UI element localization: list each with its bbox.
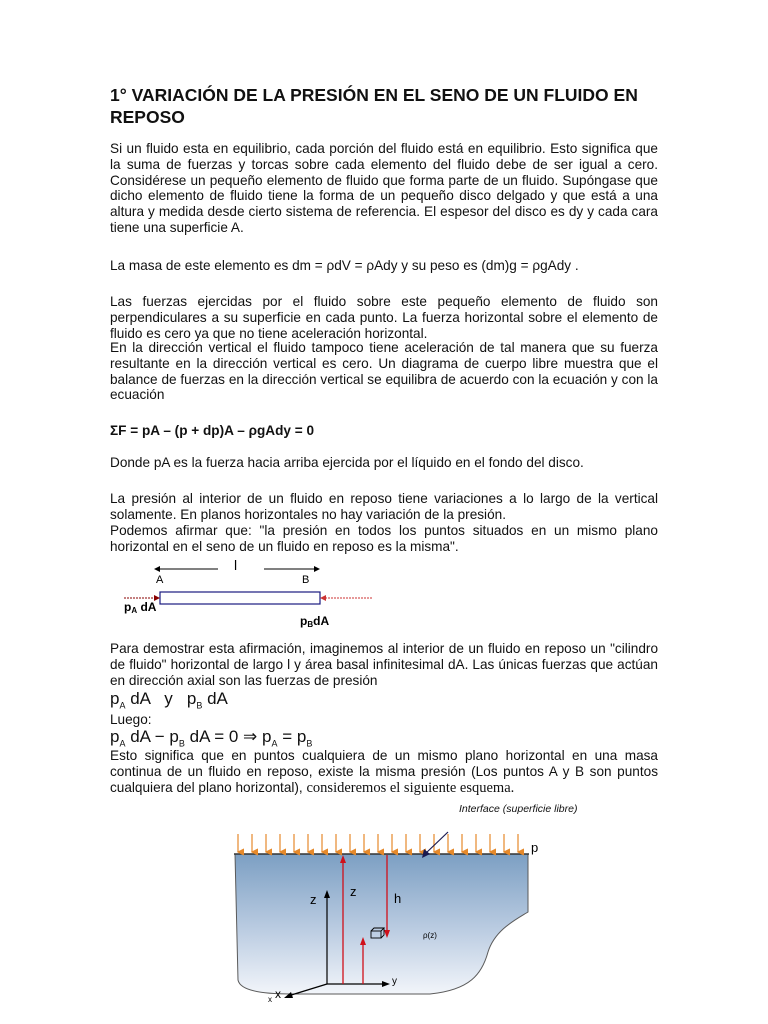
section-heading: 1° VARIACIÓN DE LA PRESIÓN EN EL SENO DE UN FLUIDO EN REPOSO xyxy=(110,85,638,127)
paragraph-pressure-variation: La presión al interior de un fluido en reposo tiene variaciones a lo largo de la vertical solamente. En planos horizontales no hay variación de la presión. xyxy=(110,491,658,522)
length-arrowhead-right xyxy=(314,566,320,572)
paragraph-forces: Las fuerzas ejercidas por el fluido sobre este pequeño elemento de fluido son perpendiculares a su superficie en cada punto. La fuerza horizontal sobre el elemento de fluido es cero ya que no tiene aceleración horizontal. xyxy=(110,294,658,341)
force-a-label: pA dA xyxy=(124,600,157,615)
depth-label: h xyxy=(394,891,402,906)
length-label: l xyxy=(234,557,238,573)
paragraph-pa: Donde pA es la fuerza hacia arriba ejercida por el líquido en el fondo del disco. xyxy=(110,455,584,470)
surface-height-label: z xyxy=(350,884,357,899)
force-b-label: pBdA xyxy=(300,614,330,629)
point-b-label: B xyxy=(302,574,310,586)
interface-pointer xyxy=(425,832,448,854)
length-arrowhead-left xyxy=(154,566,160,572)
equation-pressure-balance: $p_A$ dA − $p_B$ dA = 0 ⇒ $p_A = p_B$ xyxy=(110,727,313,749)
interface-caption: Interface (superficie libre) xyxy=(459,803,578,815)
x-axis-label: x xyxy=(275,987,281,1001)
y-axis-label: y xyxy=(392,976,397,987)
fluid-body xyxy=(235,854,528,994)
surface-pressure-arrows xyxy=(238,834,518,852)
tank-figure xyxy=(220,812,560,1012)
paragraph-vertical: En la dirección vertical el fluido tampoco tiene aceleración de tal manera que su fuerza resultante en la dirección vertical es cero. Un diagrama de cuerpo libre muestra que el balance de fuerzas en la dirección vertical se equilibra de acuerdo con la ecuación y con la ecuación xyxy=(110,340,658,403)
z-axis-label: z xyxy=(310,892,317,907)
paragraph-demonstration: Para demostrar esta afirmación, imaginemos al interior de un fluido en reposo un "cilindro de fluido" horizontal de largo l y área basal infinitesimal dA. Las únicas fuerzas que actúan en dirección axial son las fuerzas de presión xyxy=(110,641,658,688)
point-a-label: A xyxy=(156,574,164,586)
force-b-arrowhead xyxy=(320,595,326,601)
equation-sum-forces: ΣF = pA – (p + dp)A – ρgAdy = 0 xyxy=(110,423,315,438)
paragraph-equilibrium: Si un fluido esta en equilibrio, cada porción del fluido está en equilibrio. Esto significa que la suma de fuerzas y torcas sobre cada elemento del fluido debe de ser igual a cero. Considérese un pequeño elemento de fluido que forma parte de un fluido. Supóngase que dicho elemento de fluido tiene la forma de un pequeño disco delgado y que está a una altura y medida desde cierto sistema de referencia. El espesor del disco es dy y cada cara tiene una superficie A. xyxy=(110,141,658,235)
x-axis-label-small: x xyxy=(268,995,272,1004)
luego-label: Luego: xyxy=(110,712,152,727)
paragraph-mass: La masa de este elemento es dm = ρdV = ρAdy y su peso es (dm)g = ρgAdy . xyxy=(110,258,579,273)
density-label: ρ(z) xyxy=(423,931,437,940)
cylinder xyxy=(160,592,320,604)
equation-pressure-forces: $p_A$ dA y $p_B$ dA xyxy=(110,689,228,711)
paragraph-statement: Podemos afirmar que: "la presión en todos los puntos situados en un mismo plano horizontal en el seno de un fluido en reposo es la misma". xyxy=(110,523,658,554)
surface-pressure-label: p xyxy=(531,840,539,855)
cylinder-figure xyxy=(110,555,410,635)
paragraph-conclusion: Esto significa que en puntos cualquiera de un mismo plano horizontal en una masa continua de un fluido en reposo, existe la misma presión (Los puntos A y B son puntos cualquiera del plano horizontal), consideremos el siguiente esquema. xyxy=(110,748,658,796)
